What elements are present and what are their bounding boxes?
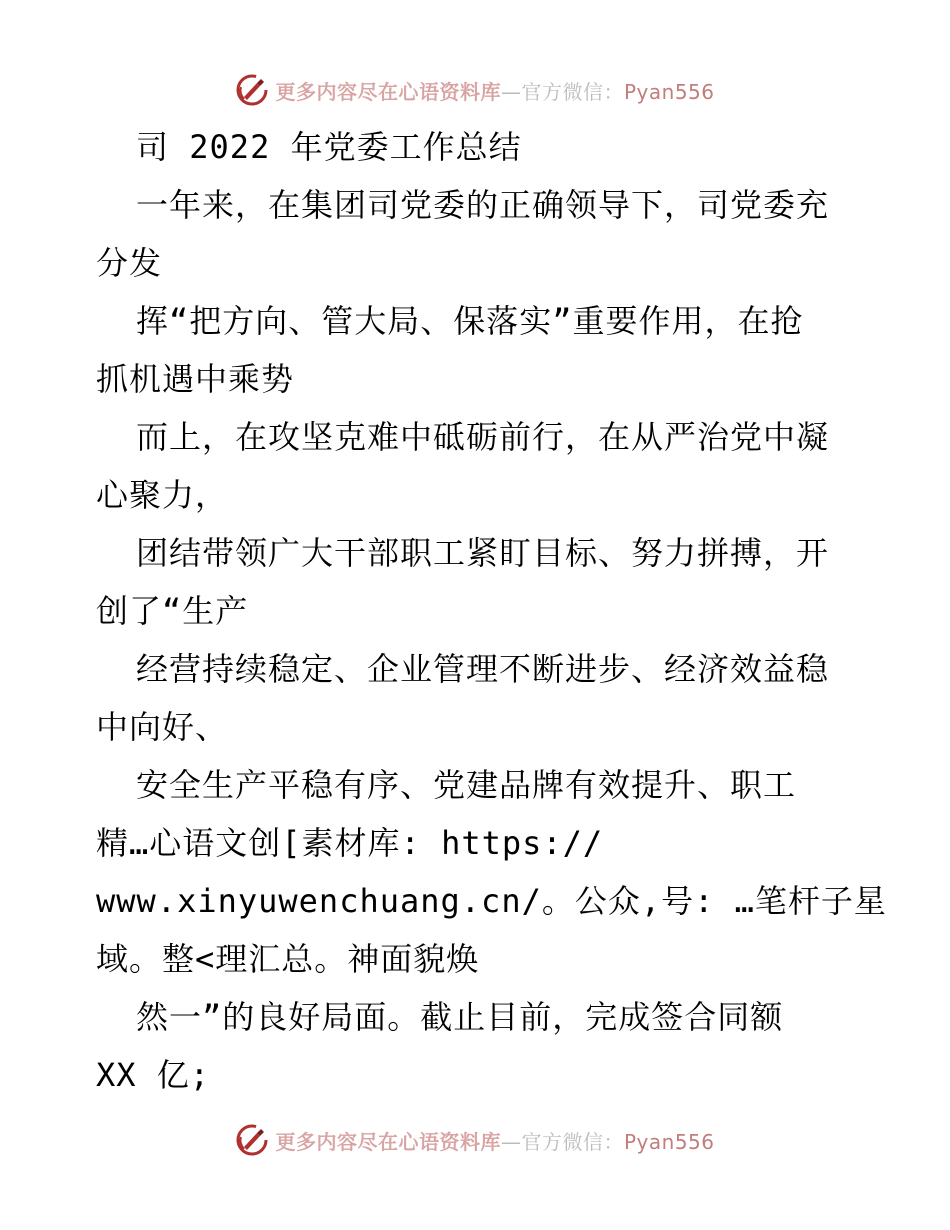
banner-wechat-label: —官方微信： bbox=[500, 1129, 624, 1154]
document-body bbox=[96, 118, 887, 1104]
doc-line: 中向好、 bbox=[96, 708, 229, 746]
doc-line: www.xinyuwenchuang.cn/。公众,号: …笔杆子星 bbox=[96, 882, 887, 920]
doc-line: 精…心语文创[素材库: https:// bbox=[96, 824, 604, 862]
banner-site-name: 更多内容尽在心语资料库 bbox=[275, 79, 501, 104]
doc-title-line: 司 2022 年党委工作总结 bbox=[136, 128, 522, 166]
doc-line: 抓机遇中乘势 bbox=[96, 360, 295, 398]
doc-line: 经营持续稳定、企业管理不断进步、经济效益稳 bbox=[136, 650, 830, 688]
doc-line: 挥“把方向、管大局、保落实”重要作用，在抢 bbox=[136, 302, 804, 340]
doc-line: 一年来，在集团司党委的正确领导下，司党委充 bbox=[136, 186, 830, 224]
banner-text bbox=[275, 1126, 714, 1155]
header-watermark-banner bbox=[0, 70, 950, 110]
doc-line: 然一”的良好局面。截止目前，完成签合同额 bbox=[136, 998, 784, 1036]
doc-line: 心聚力， bbox=[96, 476, 229, 514]
doc-line: 而上，在攻坚克难中砥砺前行，在从严治党中凝 bbox=[136, 418, 830, 456]
doc-line: 域。整<理汇总。神面貌焕 bbox=[96, 940, 480, 978]
banner-text bbox=[275, 76, 714, 105]
banner-wechat-id: Pyan556 bbox=[623, 1129, 715, 1154]
banner-site-name: 更多内容尽在心语资料库 bbox=[275, 1129, 501, 1154]
banner-wechat-label: —官方微信： bbox=[500, 79, 624, 104]
doc-line: XX 亿; bbox=[96, 1056, 211, 1094]
doc-line: 创了“生产 bbox=[96, 592, 249, 630]
banner-wechat-id: Pyan556 bbox=[623, 79, 715, 104]
doc-line: 分发 bbox=[96, 244, 163, 282]
brand-logo-icon bbox=[235, 73, 269, 107]
doc-line: 团结带领广大干部职工紧盯目标、努力拼搏，开 bbox=[136, 534, 830, 572]
footer-watermark-banner bbox=[0, 1120, 950, 1160]
doc-line: 安全生产平稳有序、党建品牌有效提升、职工 bbox=[136, 766, 797, 804]
brand-logo-icon bbox=[235, 1123, 269, 1157]
